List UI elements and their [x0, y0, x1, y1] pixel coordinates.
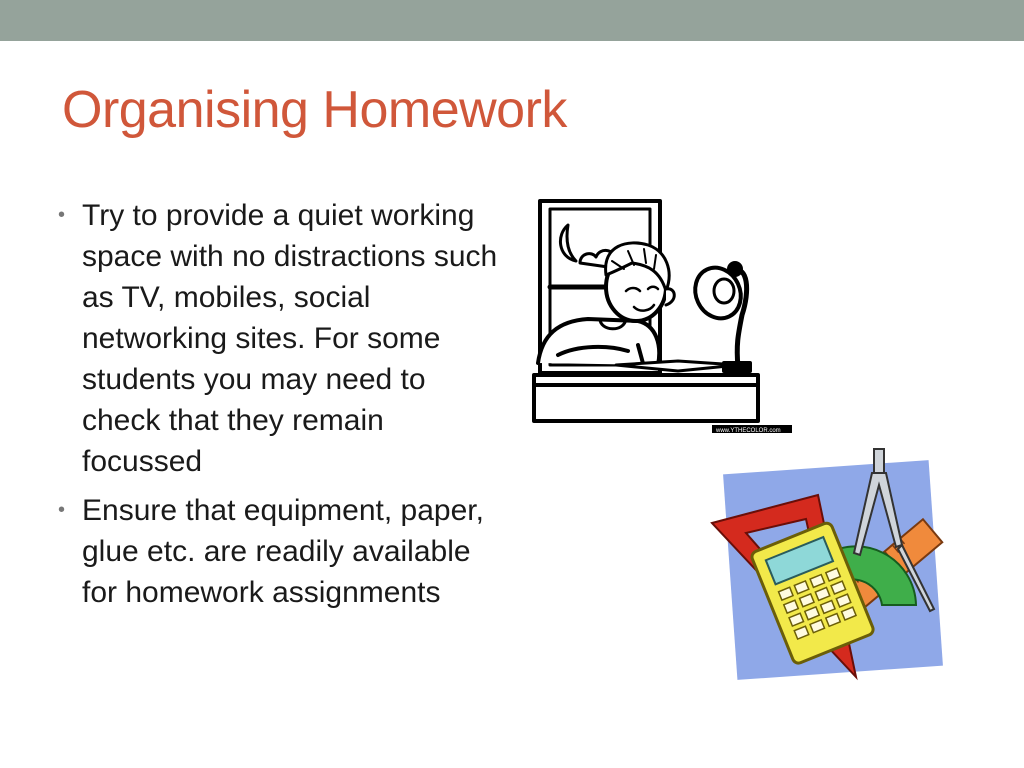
math-tools-clipart — [706, 445, 954, 685]
bullet-item-2 — [58, 490, 498, 613]
bullet-item-1 — [58, 195, 498, 482]
bullet-text-1: Try to provide a quiet working space with no distractions such as TV, mobiles, social networking sites. For some students you may need to check that they remain focussed — [82, 199, 498, 478]
slide-title: Organising Homework — [62, 81, 567, 139]
image-credit: www.YTHECOLOR.com — [716, 428, 781, 434]
bullet-marker: • — [58, 204, 66, 226]
boy-homework-clipart — [528, 195, 796, 435]
bullet-list — [58, 195, 498, 621]
top-color-band — [0, 0, 1024, 41]
bullet-marker: • — [58, 499, 66, 521]
bullet-text-2: Ensure that equipment, paper, glue etc. are readily available for homework assignments — [82, 494, 484, 609]
